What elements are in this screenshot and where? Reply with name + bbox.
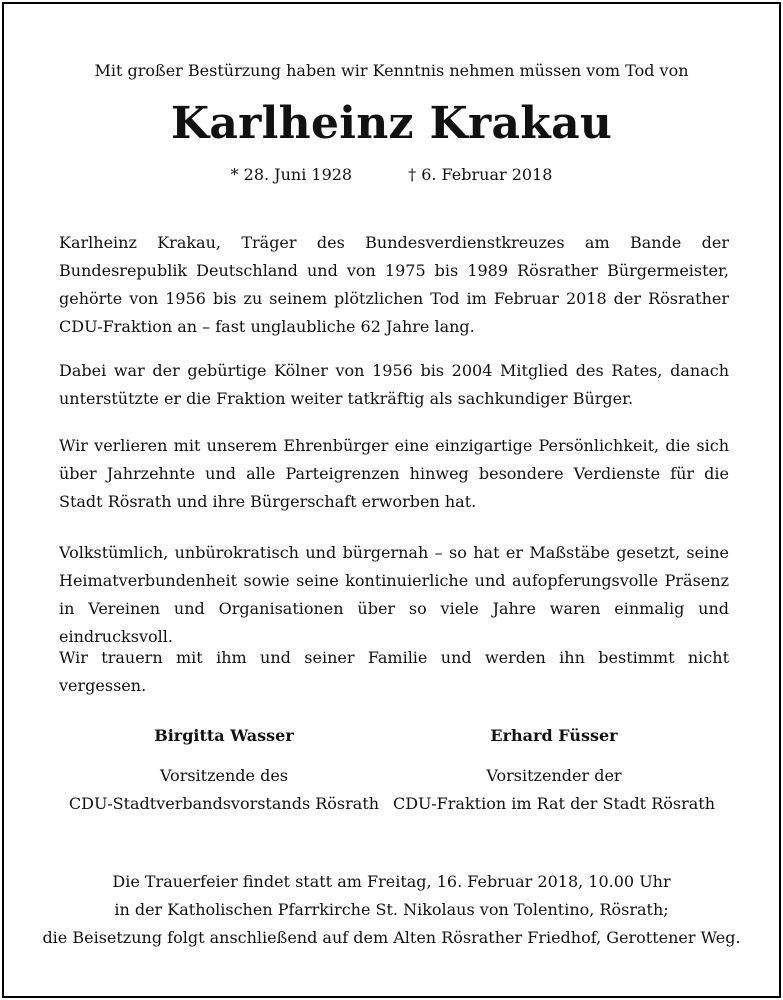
intro-text: Mit großer Bestürzung haben wir Kenntnis nehmen müssen vom Tod von (94, 61, 689, 80)
paragraph-1: Karlheinz Krakau, Träger des Bundesverdienstkreuzes am Bande der Bundesrepublik Deutschland und von 1975 bis 1989 Rösrather Bürgermeister, gehörte von 1956 bis zu seinem plötzlichen Tod im Februar 2018 der Rösrather CDU-Fraktion an – fast unglaubliche 62 Jahre lang. (59, 233, 729, 336)
signature-block-left (54, 722, 394, 818)
service-line: in der Katholischen Pfarrkirche St. Nikolaus von Tolentino, Rösrath; (114, 900, 669, 919)
service-line: die Beisetzung folgt anschließend auf dem Alten Rösrather Friedhof, Gerottener Weg. (42, 928, 741, 947)
signatory-role: Vorsitzender der (486, 766, 622, 785)
signatory-role: Vorsitzende des (159, 766, 289, 785)
signatory-role: CDU-Stadtverbandsvorstands Rösrath (68, 794, 380, 813)
paragraph-4: Volkstümlich, unbürokratisch und bürgernah – so hat er Maßstäbe gesetzt, seine Heimatverbundenheit sowie seine kontinuierliche und aufopferungsvolle Präsenz in Vereinen und Organisationen über so viele Jahre waren einmalig und eindrucksvoll. (59, 543, 729, 646)
service-line: Die Trauerfeier findet statt am Freitag, 16. Februar 2018, 10.00 Uhr (112, 872, 671, 891)
paragraph-5: Wir trauern mit ihm und seiner Familie und werden ihn bestimmt nicht vergessen. (59, 648, 729, 695)
signatory-role: CDU-Fraktion im Rat der Stadt Rösrath (392, 794, 716, 813)
deceased-name: Karlheinz Krakau (170, 98, 613, 149)
death-date: † 6. Februar 2018 (408, 165, 553, 184)
life-dates (4, 165, 779, 184)
funeral-service-info (4, 868, 779, 952)
paragraph-2: Dabei war der gebürtige Kölner von 1956 bis 2004 Mitglied des Rates, danach unterstützte er die Fraktion weiter tatkräftig als sachkundiger Bürger. (59, 361, 729, 408)
signature-block-right (384, 722, 724, 818)
paragraph-3: Wir verlieren mit unserem Ehrenbürger eine einzigartige Persönlichkeit, die sich über Jahrzehnte und alle Parteigrenzen hinweg besondere Verdienste für die Stadt Rösrath und ihre Bürgerschaft erworben hat. (59, 436, 729, 511)
signatory-name: Birgitta Wasser (154, 726, 294, 745)
obituary-notice (2, 2, 781, 998)
birth-date: * 28. Juni 1928 (230, 165, 353, 184)
signatory-name: Erhard Füsser (490, 726, 618, 745)
